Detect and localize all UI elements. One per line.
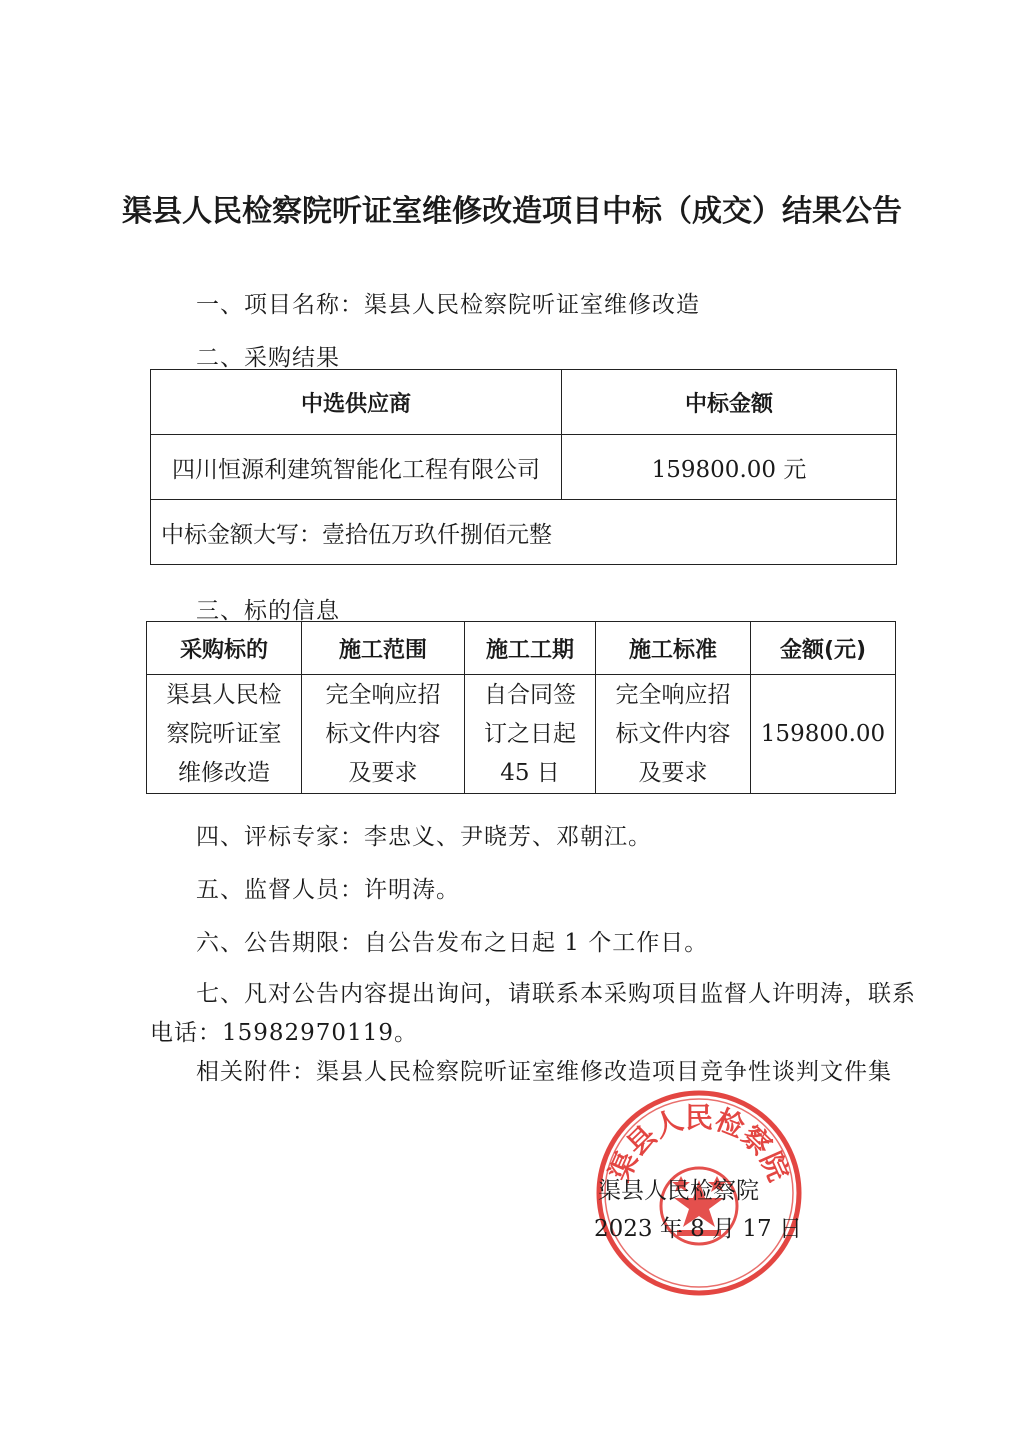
cell-line: 及要求 [348, 759, 418, 786]
result-table [150, 369, 897, 565]
cell-amount: 159800.00 [751, 675, 896, 794]
cell-line: 察院听证室 [166, 720, 282, 747]
cell-line: 标文件内容 [325, 720, 441, 747]
cell-line: 及要求 [638, 759, 708, 786]
cell-period [465, 675, 596, 794]
header-supplier: 中选供应商 [151, 370, 562, 435]
cell-line: 维修改造 [178, 759, 270, 786]
cell-line: 完全响应招 [325, 681, 441, 708]
cell-line: 自合同签 [484, 681, 576, 708]
cell-line: 订之日起 [484, 720, 576, 747]
cell-line: 渠县人民检 [166, 681, 282, 708]
cell-standard [596, 675, 751, 794]
cell-scope [302, 675, 465, 794]
section-procurement-result: 二、采购结果 [196, 345, 340, 371]
header-period: 施工工期 [465, 622, 596, 675]
section-notice-period: 六、公告期限：自公告发布之日起 1 个工作日。 [196, 930, 709, 956]
table-header-row [147, 622, 896, 675]
cell-subject [147, 675, 302, 794]
header-subject: 采购标的 [147, 622, 302, 675]
header-amount: 中标金额 [562, 370, 897, 435]
signature-date: 2023 年 8 月 17 日 [594, 1216, 802, 1242]
header-scope: 施工范围 [302, 622, 465, 675]
amount-in-words: 中标金额大写：壹拾伍万玖仟捌佰元整 [151, 500, 897, 565]
seal-text: 渠县人民检察院 [602, 1101, 796, 1187]
section-experts: 四、评标专家：李忠义、尹晓芳、邓朝江。 [196, 824, 652, 850]
section-supervisor: 五、监督人员：许明涛。 [196, 877, 460, 903]
supplier-name: 四川恒源利建筑智能化工程有限公司 [151, 435, 562, 500]
cell-line: 标文件内容 [615, 720, 731, 747]
table-row [151, 500, 897, 565]
info-table [146, 621, 896, 794]
cell-line: 45 日 [500, 759, 560, 786]
section-contact-phone: 电话：15982970119。 [150, 1020, 418, 1046]
table-row [147, 675, 896, 794]
signature-organization: 渠县人民检察院 [598, 1178, 759, 1204]
section-subject-info: 三、标的信息 [196, 598, 340, 624]
cell-line: 完全响应招 [615, 681, 731, 708]
award-amount: 159800.00 元 [562, 435, 897, 500]
table-header-row [151, 370, 897, 435]
attachment-note: 相关附件：渠县人民检察院听证室维修改造项目竞争性谈判文件集 [196, 1059, 892, 1085]
header-amount: 金额(元) [751, 622, 896, 675]
document-title: 渠县人民检察院听证室维修改造项目中标（成交）结果公告 [122, 194, 902, 229]
section-contact: 七、凡对公告内容提出询问，请联系本采购项目监督人许明涛，联系 [196, 981, 916, 1007]
section-project-name: 一、项目名称：渠县人民检察院听证室维修改造 [196, 292, 700, 318]
table-row [151, 435, 897, 500]
header-standard: 施工标准 [596, 622, 751, 675]
